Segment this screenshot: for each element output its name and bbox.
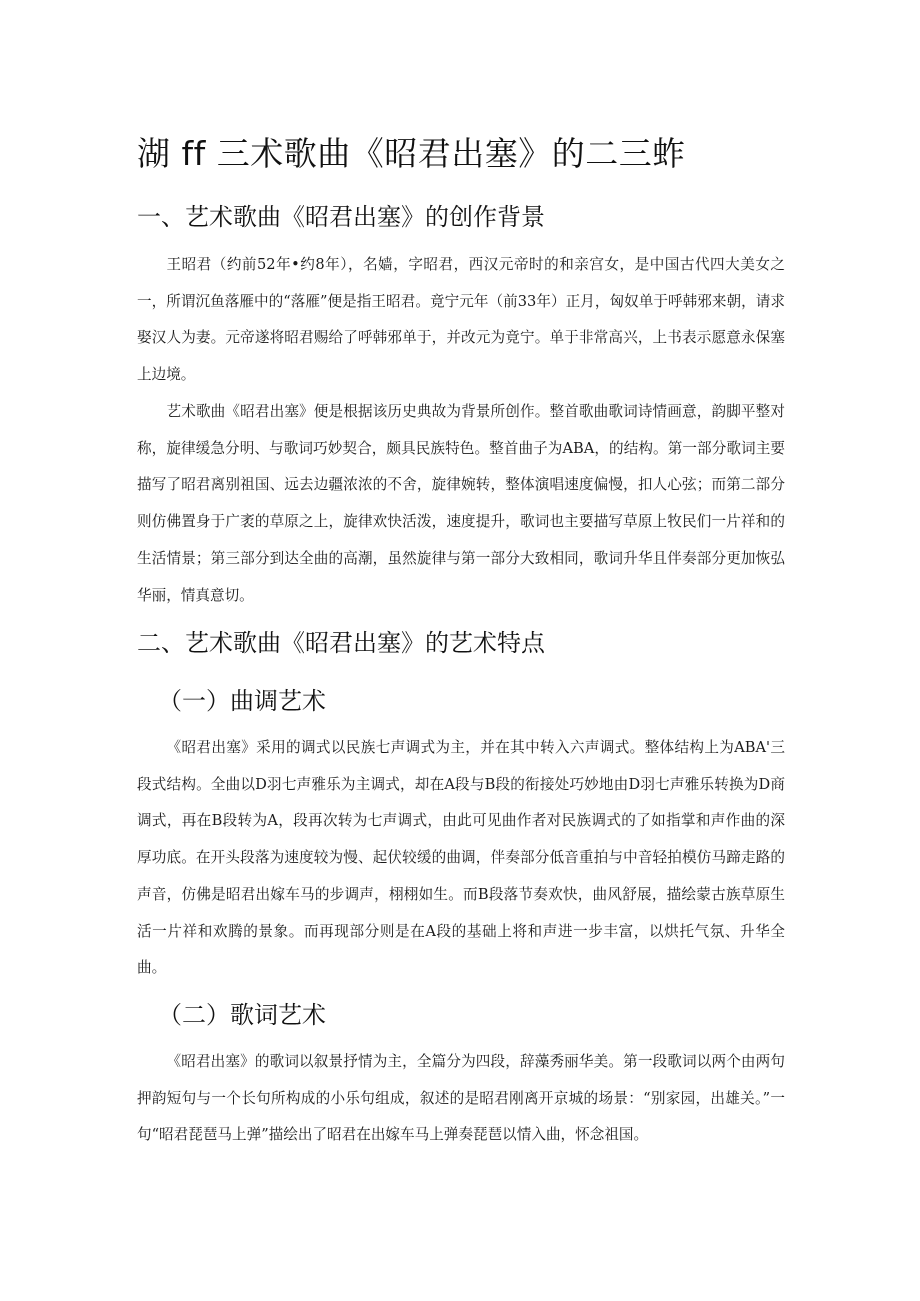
paragraph-melody-art: 《昭君出塞》采用的调式以民族七声调式为主，并在其中转入六声调式。整体结构上为ABA'三段式结构。全曲以D羽七声雅乐为主调式，却在A段与B段的衔接处巧妙地由D羽七声雅乐转换为D商调式，再在B段转为A，段再次转为七声调式，由此可见曲作者对民族调式的了如指掌和声作曲的深厚功底。在开头段落为速度较为慢、起伏较缓的曲调，伴奏部分低音重拍与中音轻拍模仿马蹄走路的声音，仿佛是昭君出嫁车马的步调声，栩栩如生。而B段落节奏欢快，曲风舒展，描绘蒙古族草原生活一片祥和欢腾的景象。而再现部分则是在A段的基础上将和声进一步丰富，以烘托气氛、升华全曲。 bbox=[137, 739, 785, 977]
paragraph-lyrics-art: 《昭君出塞》的歌词以叙景抒情为主，全篇分为四段，辞藻秀丽华美。第一段歌词以两个由两句押韵短句与一个长句所构成的小乐句组成，叙述的是昭君刚离开京城的场景：“别家园，出雄关。”一句“昭君琵琶马上弹”描绘出了昭君在出嫁车马上弹奏琵琶以情入曲，怀念祖国。 bbox=[137, 1053, 785, 1144]
subsection-heading-lyrics: （二）歌词艺术 bbox=[158, 1001, 326, 1029]
paragraph-wang-zhaojun-intro: 王昭君（约前52年•约8年），名嫱，字昭君，西汉元帝时的和亲宫女，是中国古代四大美女之一，所谓沉鱼落雁中的“落雁”便是指王昭君。竟宁元年（前33年）正月，匈奴单于呼韩邪来朝，请求娶汉人为妻。元帝遂将昭君赐给了呼韩邪单于，并改元为竟宁。单于非常高兴，上书表示愿意永保塞上边境。 bbox=[137, 256, 785, 384]
section-heading-art-features: 二、艺术歌曲《昭君出塞》的艺术特点 bbox=[137, 629, 545, 657]
subsection-heading-melody: （一）曲调艺术 bbox=[158, 687, 326, 715]
paragraph-song-creation: 艺术歌曲《昭君出塞》便是根据该历史典故为背景所创作。整首歌曲歌词诗情画意，韵脚平整对称，旋律缓急分明、与歌词巧妙契合，颇具民族特色。整首曲子为ABA，的结构。第一部分歌词主要描写了昭君离别祖国、远去边疆浓浓的不舍，旋律婉转，整体演唱速度偏慢，扣人心弦；而第二部分则仿佛置身于广袤的草原之上，旋律欢快活泼，速度提升，歌词也主要描写草原上牧民们一片祥和的生活情景；第三部分到达全曲的高潮，虽然旋律与第一部分大致相同，歌词升华且伴奏部分更加恢弘华丽，情真意切。 bbox=[137, 403, 785, 604]
section-heading-background: 一、艺术歌曲《昭君出塞》的创作背景 bbox=[137, 203, 545, 231]
document-title: 湖 ff 三术歌曲《昭君出塞》的二三蚱 bbox=[137, 134, 686, 173]
